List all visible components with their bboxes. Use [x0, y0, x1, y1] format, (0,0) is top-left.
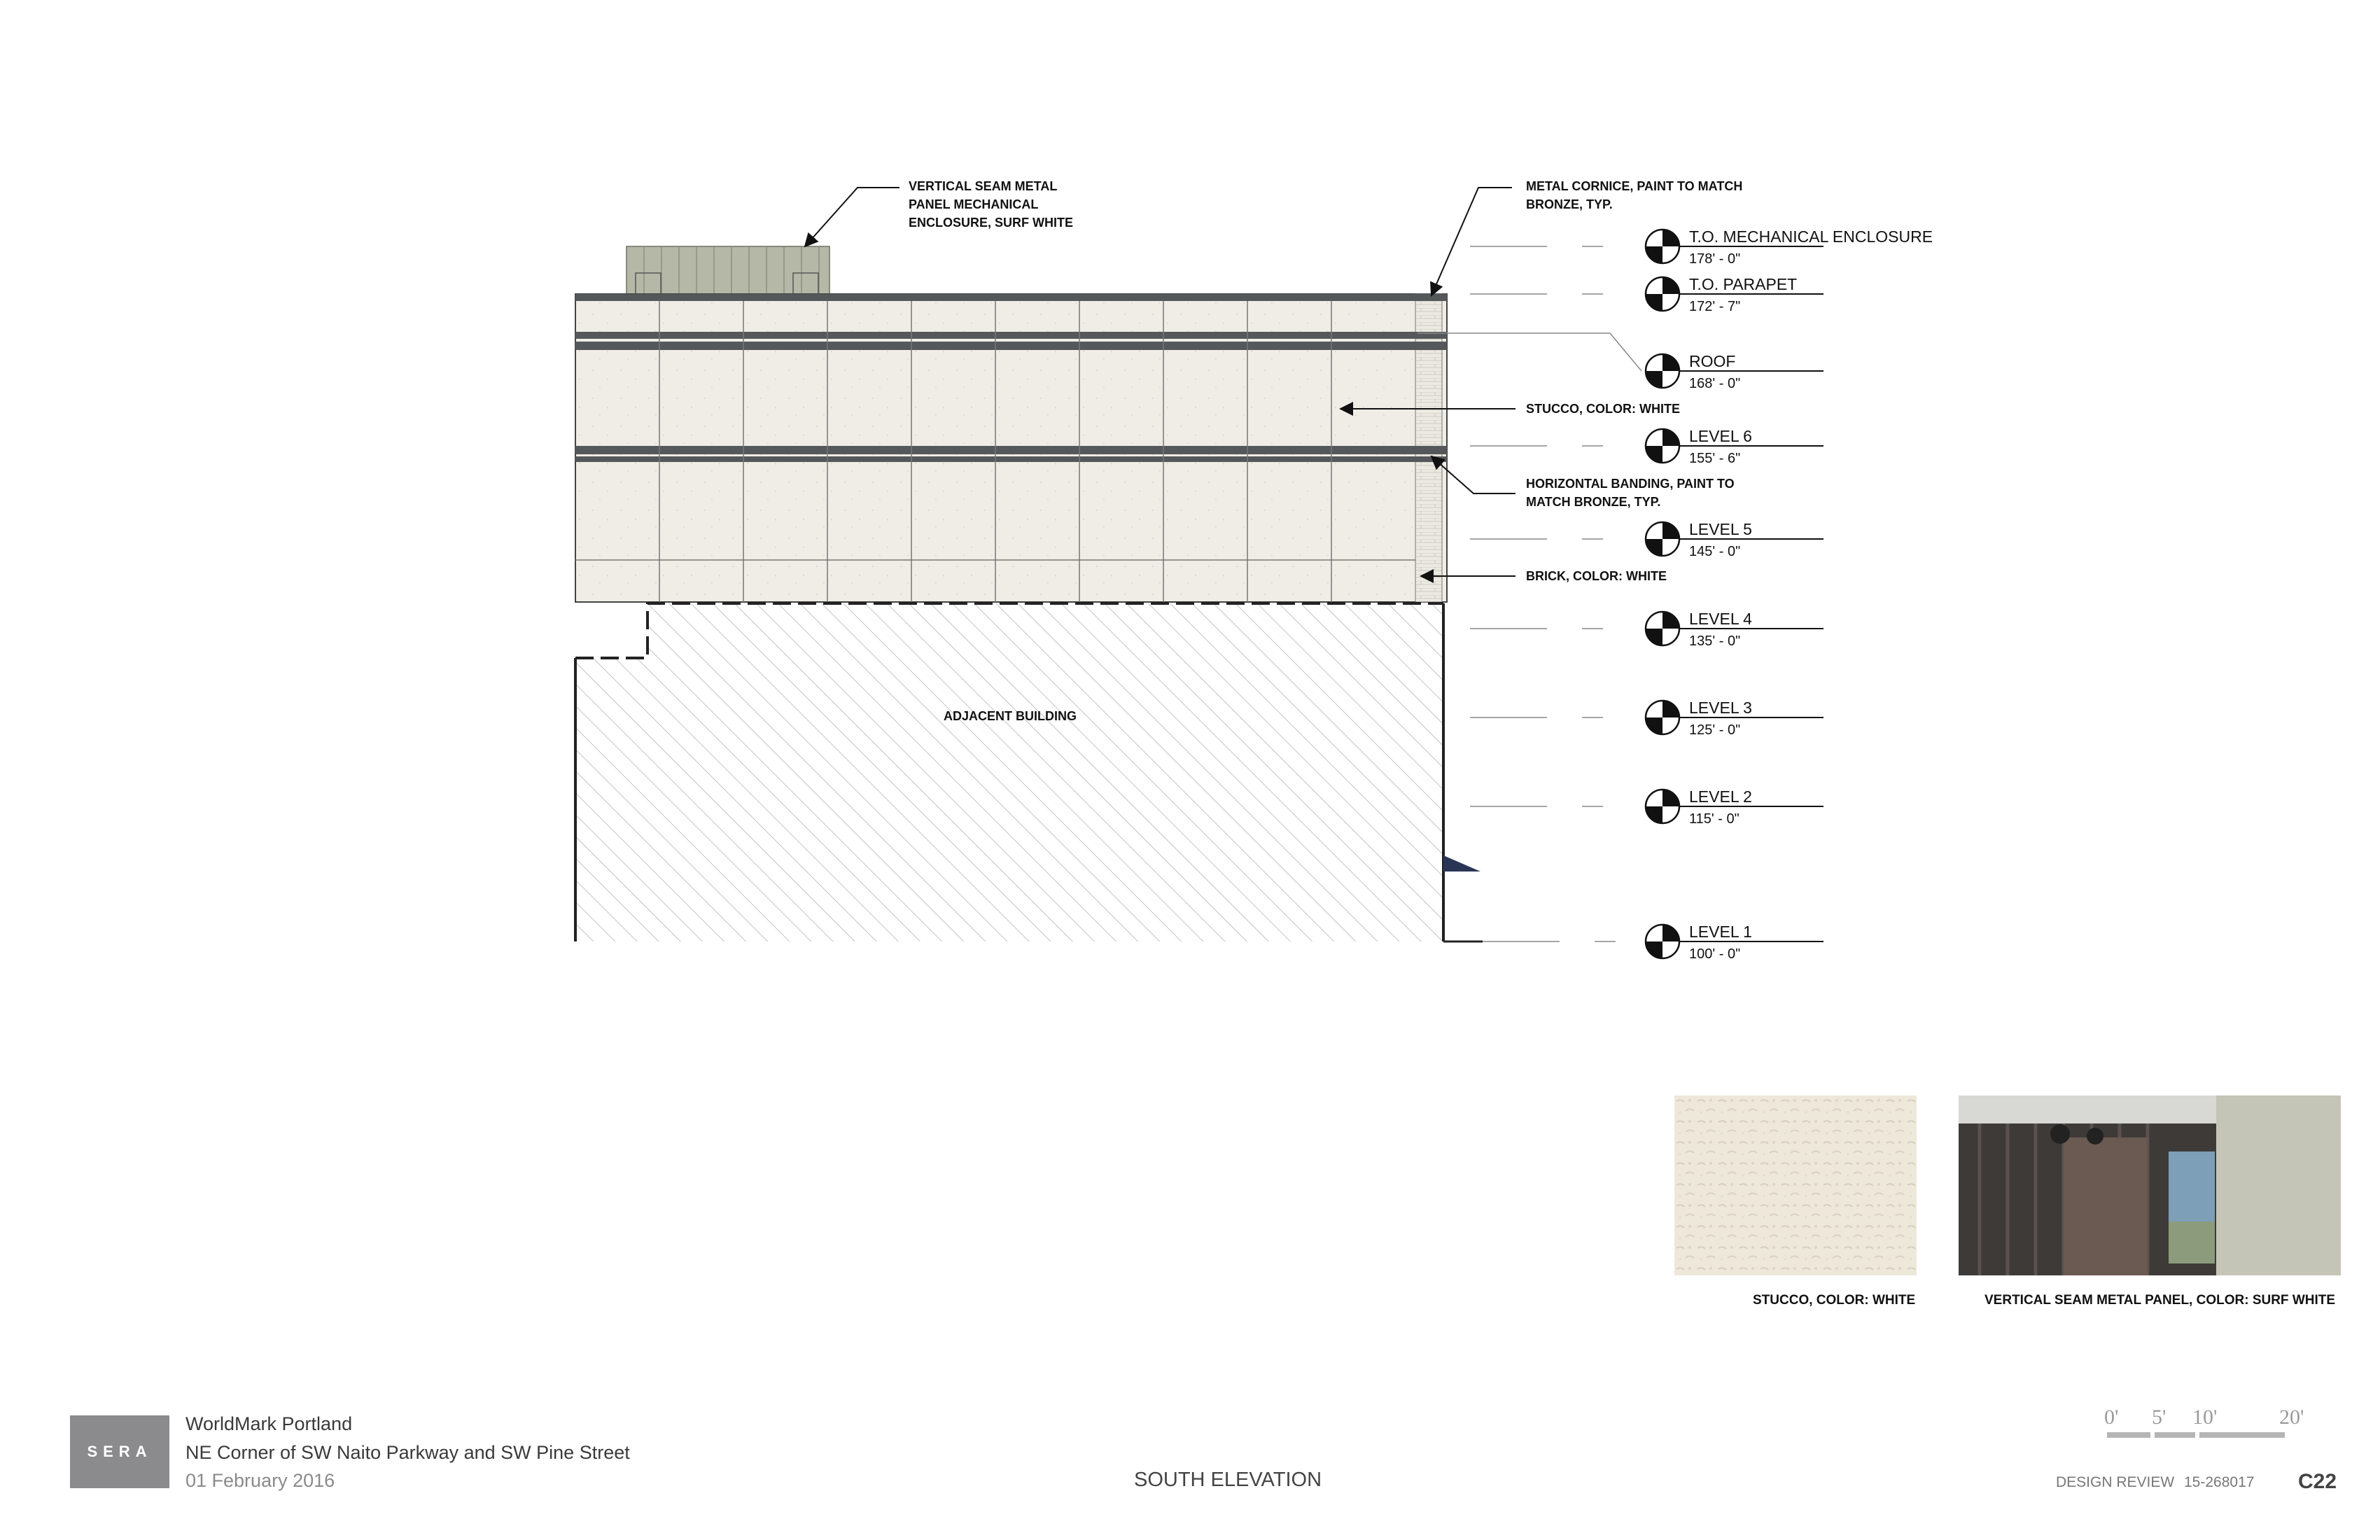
level-elevation: 100' - 0": [1689, 946, 1741, 962]
mech-enclosure-note-line1: VERTICAL SEAM METAL: [909, 179, 1058, 193]
level-elevation: 125' - 0": [1689, 722, 1741, 738]
mech-enclosure-note-line3: ENCLOSURE, SURF WHITE: [909, 216, 1074, 230]
level-name: LEVEL 4: [1689, 610, 1752, 628]
horizontal-band: [575, 332, 1447, 339]
project-number: 15-268017: [2184, 1474, 2255, 1490]
stucco-note: STUCCO, COLOR: WHITE: [1526, 402, 1680, 416]
mech-enclosure-note-line2: PANEL MECHANICAL: [909, 197, 1039, 211]
level-elevation: 178' - 0": [1689, 251, 1741, 267]
sheet-number: C22: [2298, 1470, 2337, 1493]
level-elevation: 172' - 7": [1689, 299, 1741, 314]
project-address: NE Corner of SW Naito Parkway and SW Pine Street: [186, 1442, 630, 1463]
level-elevation: 135' - 0": [1689, 634, 1741, 649]
level-marker: [1646, 610, 1823, 649]
level-marker: [1646, 352, 1823, 391]
level-name: LEVEL 1: [1689, 923, 1752, 941]
level-marker: [1646, 227, 1933, 267]
project-date: 01 February 2016: [186, 1470, 335, 1491]
level-name: LEVEL 5: [1689, 520, 1752, 538]
level-marker: [1646, 520, 1823, 559]
review-label: DESIGN REVIEW: [2056, 1474, 2175, 1490]
scale-tick-20: 20': [2279, 1406, 2304, 1429]
level-marker: [1646, 699, 1823, 738]
level-marker: [1646, 427, 1823, 466]
project-name: WorldMark Portland: [186, 1413, 353, 1434]
stucco-caption: STUCCO, COLOR: WHITE: [1753, 1293, 1916, 1308]
scale-tick-0: 0': [2104, 1406, 2119, 1429]
scale-bar-segment: [2107, 1432, 2150, 1438]
adjacent-building-label: ADJACENT BUILDING: [943, 709, 1077, 723]
sheet-title: SOUTH ELEVATION: [1134, 1469, 1322, 1491]
level-elevation: 168' - 0": [1689, 376, 1741, 391]
horizontal-band: [575, 342, 1447, 350]
metal-panel-caption: VERTICAL SEAM METAL PANEL, COLOR: SURF WHITE: [1984, 1293, 2336, 1308]
level-name: LEVEL 2: [1689, 788, 1752, 806]
cornice-note-line1: METAL CORNICE, PAINT TO MATCH: [1526, 179, 1743, 193]
level-marker: [1646, 788, 1823, 827]
scale-bar-segment: [2155, 1432, 2195, 1438]
cornice-note-line2: BRONZE, TYP.: [1526, 197, 1613, 211]
scale-tick-5: 5': [2152, 1406, 2166, 1429]
banding-note-line1: HORIZONTAL BANDING, PAINT TO: [1526, 477, 1735, 491]
scale-bar-segment: [2199, 1432, 2285, 1438]
brick-note: BRICK, COLOR: WHITE: [1526, 569, 1667, 583]
cornice: [575, 294, 1447, 301]
level-name: LEVEL 6: [1689, 427, 1752, 445]
level-name: T.O. MECHANICAL ENCLOSURE: [1689, 227, 1933, 246]
horizontal-band: [575, 456, 1447, 462]
mechanical-enclosure: [626, 246, 830, 294]
level-name: LEVEL 3: [1689, 699, 1752, 717]
level-name: T.O. PARAPET: [1689, 275, 1798, 293]
sera-logo: SERA: [70, 1415, 169, 1488]
metal-panel-swatch: [1959, 1096, 2341, 1275]
level-elevation: 115' - 0": [1689, 811, 1740, 827]
level-elevation: 145' - 0": [1689, 544, 1741, 559]
banding-note-line2: MATCH BRONZE, TYP.: [1526, 495, 1661, 509]
level-elevation: 155' - 6": [1689, 451, 1741, 466]
stucco-swatch: [1674, 1096, 1917, 1275]
scale-tick-10: 10': [2192, 1406, 2218, 1429]
level-name: ROOF: [1689, 352, 1736, 370]
building-facade: [575, 294, 1447, 602]
adjacent-building: [575, 603, 1483, 941]
level-marker: [1646, 923, 1823, 962]
level-markers: [1646, 227, 1933, 962]
level-marker: [1646, 275, 1823, 314]
horizontal-band: [575, 446, 1447, 454]
